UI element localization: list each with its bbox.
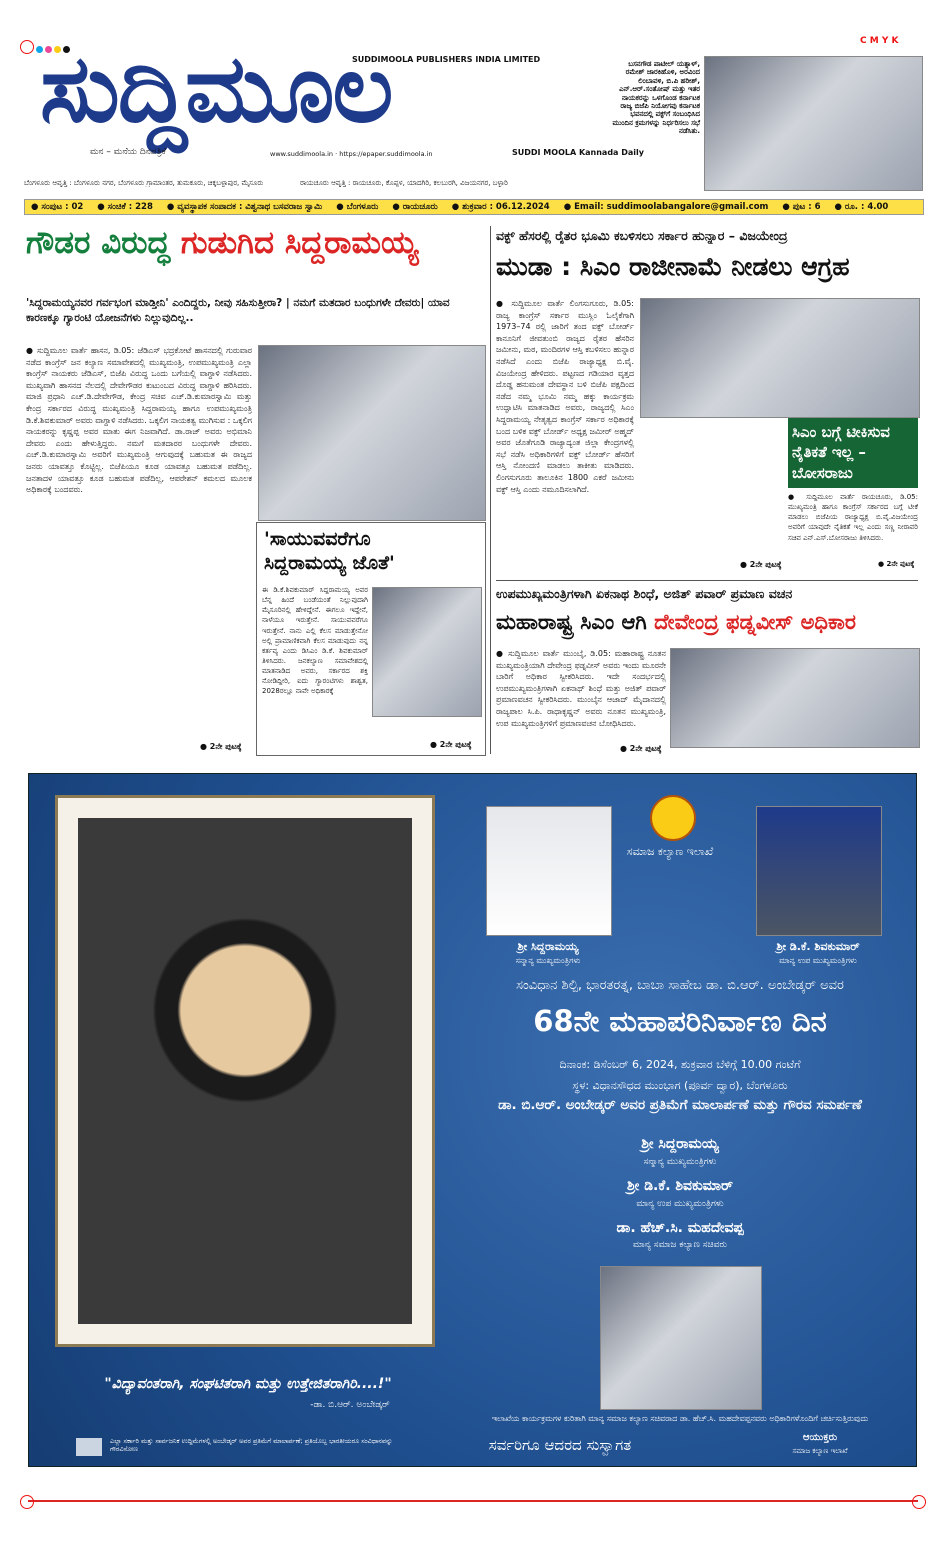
lead-continued: ● 2ನೇ ಪುಟಕ್ಕೆ bbox=[200, 742, 242, 751]
guest1-role: ಸನ್ಮಾನ್ಯ ಮುಖ್ಯಮಂತ್ರಿಗಳು bbox=[643, 1157, 717, 1167]
lead-headline-a: ಗೌಡರ ವಿರುದ್ಧ bbox=[26, 225, 171, 261]
lead-body-cont bbox=[26, 520, 252, 744]
lead-headline bbox=[26, 226, 486, 262]
muda-body-cont bbox=[640, 420, 780, 570]
publisher-name: SUDDIMOOLA PUBLISHERS INDIA LIMITED bbox=[352, 55, 541, 64]
karnataka-emblem-icon bbox=[650, 795, 696, 841]
ad-venue: ಸ್ಥಳ: ವಿಧಾನಸೌಧದ ಮುಂಭಾಗ (ಪೂರ್ವ ದ್ವಾರ), ಬೆಂಗಳೂರು bbox=[572, 1079, 788, 1092]
maha-continued: ● 2ನೇ ಪುಟಕ್ಕೆ bbox=[620, 744, 662, 753]
ad-welcome: ಸರ್ವರಿಗೂ ಆದರದ ಸುಸ್ವಾಗತ bbox=[488, 1436, 632, 1454]
guest2-name: ಶ್ರೀ ಡಿ.ಕೆ. ಶಿವಕುಮಾರ್ bbox=[627, 1178, 733, 1194]
ad-footer-left: ಎಲ್ಲಾ ಸರ್ಕಾರಿ ಮತ್ತು ಸಾರ್ವಜನಿಕ ಉದ್ದಿಮೆಗಳಲ್ಲಿ ಅಂಬೇಡ್ಕರ್ ಅವರ ಪ್ರತಿಮೆಗೆ ಮಾಲಾರ್ಪಣೆ; ಪ್ರತಿಯೊಬ್ಬ ಭಾರತೀಯರೂ ಸಂವಿಧಾನವನ್ನು ಗೌರವಿಸೋಣ bbox=[110, 1437, 393, 1454]
info-strip bbox=[24, 199, 924, 215]
vidhana-soudha-icon bbox=[76, 1438, 102, 1456]
strip-city1: ● ಬೆಂಗಳೂರು bbox=[336, 202, 379, 212]
topbox-photo bbox=[704, 56, 923, 191]
ethics-title: ಸಿಎಂ ಬಗ್ಗೆ ಟೀಕಿಸುವ ನೈತಿಕತೆ ಇಲ್ಲ – ಬೋಸರಾಜು bbox=[788, 418, 918, 488]
column-divider bbox=[490, 226, 491, 754]
lead-headline-b: ಗುಡುಗಿದ ಸಿದ್ದರಾಮಯ್ಯ bbox=[180, 225, 419, 261]
strip-editor: ● ವ್ಯವಸ್ಥಾಪಕ ಸಂಪಾದಕ : ವಿಶ್ವನಾಥ ಬಸವರಾಜ ಸ್ವಾಮಿ bbox=[166, 202, 323, 212]
ad-tribute: ಡಾ. ಬಿ.ಆರ್. ಅಂಬೇಡ್ಕರ್ ಅವರ ಪ್ರತಿಮೆಗೆ ಮಾಲಾರ್ಪಣೆ ಮತ್ತು ಗೌರವ ಸಮರ್ಪಣೆ bbox=[498, 1097, 862, 1113]
strip-city2: ● ರಾಯಚೂರು bbox=[392, 202, 438, 212]
cmyk-label: C M Y K bbox=[860, 36, 899, 46]
maha-headline-a: ಮಹಾರಾಷ್ಟ್ರ ಸಿಎಂ ಆಗಿ bbox=[496, 610, 647, 634]
leader1-role: ಸನ್ಮಾನ್ಯ ಮುಖ್ಯಮಂತ್ರಿಗಳು bbox=[515, 956, 581, 965]
lead-body: ● ಸುದ್ದಿಮೂಲ ವಾರ್ತೆ ಹಾಸನ, ಡಿ.05: ಜೆಡಿಎಸ್ ಭದ್ರಕೋಟೆ ಹಾಸನದಲ್ಲಿ ಗುರುವಾರ ನಡೆದ ಕಾಂಗ್ರೆಸ್ ಜನ ಕಲ್ಯಾಣ ಸಮಾವೇಶದಲ್ಲಿ ಮುಖ್ಯಮಂತ್ರಿ, ಉಪಮುಖ್ಯಮಂತ್ರಿ ಎಲ್ಲಾ ಕಾಂಗ್ರೆಸ್ ನಾಯಕರು ಜೆಡಿಎಸ್, ಬಿಜೆಪಿ ವಿರುದ್ಧ ಒಂದು ಬಗೆಯಲ್ಲಿ ವಾಗ್ದಾಳಿ ನಡೆಸಿದರು. ಮುಖ್ಯವಾಗಿ ಹಾಸನದ ನೆಲದಲ್ಲಿ ದೇವೇಗೌಡರ ಕುಟುಂಬದ ವಿರುದ್ಧ ವಾಗ್ದಾಳಿ ಹರಿಸಿದರು. ಮಾಜಿ ಪ್ರಧಾನಿ ಎಚ್.ಡಿ.ದೇವೇಗೌಡ, ಕೇಂದ್ರ ಸಚಿವ ಎಚ್.ಡಿ.ಕುಮಾರಸ್ವಾಮಿ ಮತ್ತು ಕೇಂದ್ರ ಸರ್ಕಾರದ ವಿರುದ್ಧ ಮುಖ್ಯಮಂತ್ರಿ ಸಿದ್ದರಾಮಯ್ಯ ಹಾಗೂ ಉಪಮುಖ್ಯಮಂತ್ರಿ ಡಿ.ಕೆ.ಶಿವಕುಮಾರ್ ಅವರು ವಾಗ್ದಾಳಿ ನಡೆಸಿದರು. ಒಕ್ಕಲಿಗ ನಾಯಕತ್ವ ಮುಗಿಸುವ : ಒಕ್ಕಲಿಗ ನಾಯಕರನ್ನು ಕೃಷ್ಣಪ್ಪ ಅವರ ಮಾತು ಈಗ ನಿಜವಾಗಿದೆ. ಡಾ.ರಾಜ್ ಅವರು ಅಭಿಮಾನಿ ದೇವರು ಎಂದು ಹೇಳುತ್ತಿದ್ದರು. ನಮಗೆ ಮತದಾರರ ಬಂಧುಗಳೇ ದೇವರು. ಎಚ್.ಡಿ.ಕುಮಾರಸ್ವಾಮಿ ಅವರಿಗೆ ಮುಖ್ಯಮಂತ್ರಿ ಆಗುವುದಕ್ಕೆ ಬಹುಮತ ಈ ರಾಜ್ಯದ ಜನರು ಯಾವತ್ತೂ ಕೊಟ್ಟಿಲ್ಲ. ಬಿಜೆಪಿಯೂ ಕೂಡ ಯಾವತ್ತೂ ಬಹುಮತ ಪಡೆದಿಲ್ಲ. ಜನತಾದಳ ಯಾವತ್ತೂ ಕೂಡ ಬಹುಮತ ಪಡೆದಿಲ್ಲ, ಆಪರೇಶನ್ ಕಮಲದ ಮೂಲಕ ಅಧಿಕಾರಕ್ಕೆ ಬಂದವರು. bbox=[26, 346, 252, 495]
strip-email: ● Email: suddimoolabangalore@gmail.com bbox=[563, 202, 769, 212]
topbox-caption: ಬಸನಗೌಡ ಪಾಟೀಲ್ ಯತ್ನಾಳ್, ರಮೇಶ್ ಜಾರಕಿಹೊಳಿ, ಅರವಿಂದ ಲಿಂಬಾವಳಿ, ಬಿ.ಪಿ ಹರೀಶ್, ಎನ್.ಆರ್.ಸಂತೋಷ್ ಮತ್ತು ಇತರ ನಾಯಕರನ್ನು ಒಳಗೊಂಡ ಕರ್ನಾಟಕ ರಾಜ್ಯ ಬಿಜೆಪಿ ನಿಯೋಗವು ಕರ್ನಾಟಕ ಭವನದಲ್ಲಿ ವಕ್ಫ್‌ಗೆ ಸಂಬಂಧಿಸಿದ ಮುಂದಿನ ಕ್ರಮಗಳನ್ನು ನಿರ್ಧರಿಸಲು ಸಭೆ ನಡೆಸಿತು. bbox=[612, 60, 700, 136]
minister-photo bbox=[600, 1266, 762, 1410]
ad-organizer: ಆಯುಕ್ತರು bbox=[802, 1432, 838, 1443]
photo-caption: ಇಲಾಖೆಯ ಕಾರ್ಯಕ್ರಮಗಳ ಕುರಿತಾಗಿ ಮಾನ್ಯ ಸಮಾಜ ಕಲ್ಯಾಣ ಸಚಿವರಾದ ಡಾ. ಹೆಚ್.ಸಿ. ಮಹದೇವಪ್ಪನವರು ಅಧಿಕಾರಿಗಳೊಂದಿಗೆ ಚರ್ಚಿಸುತ್ತಿರುವುದು bbox=[491, 1414, 869, 1423]
maha-photo bbox=[670, 648, 920, 748]
strip-issue: ● ಸಂಚಿಕೆ : 228 bbox=[97, 202, 153, 212]
ad-line1: ಸಂವಿಧಾನ ಶಿಲ್ಪಿ, ಭಾರತರತ್ನ, ಬಾಬಾ ಸಾಹೇಬ ಡಾ. ಬಿ.ಆರ್. ಅಂಬೇಡ್ಕರ್ ಅವರ bbox=[516, 978, 844, 993]
masthead-title: ಸುದ್ದಿಮೂಲ bbox=[40, 34, 392, 144]
ambedkar-quote: "ವಿದ್ಯಾವಂತರಾಗಿ, ಸಂಘಟಿತರಾಗಿ ಮತ್ತು ಉತ್ತೇಜಿತರಾಗಿರಿ....!" bbox=[104, 1376, 392, 1392]
maha-kicker: ಉಪಮುಖ್ಯಮಂತ್ರಿಗಳಾಗಿ ಏಕನಾಥ ಶಿಂಧೆ, ಅಜಿತ್ ಪವಾರ್ ಪ್ರಮಾಣ ವಚನ bbox=[496, 586, 793, 601]
tagline: ಮನ – ಮನೆಯ ದಿನಪತ್ರಿಕೆ bbox=[90, 147, 167, 157]
lead-photo bbox=[258, 345, 486, 521]
muda-continued: ● 2ನೇ ಪುಟಕ್ಕೆ bbox=[740, 560, 782, 569]
guest1-name: ಶ್ರೀ ಸಿದ್ದರಾಮಯ್ಯ bbox=[641, 1136, 719, 1152]
muda-kicker: ವಕ್ಫ್ ಹೆಸರಲ್ಲಿ ರೈತರ ಭೂಮಿ ಕಬಳಿಸಲು ಸರ್ಕಾರ ಹುನ್ನಾರ – ವಿಜಯೇಂದ್ರ bbox=[496, 228, 788, 243]
leader1-name: ಶ್ರೀ ಸಿದ್ದರಾಮಯ್ಯ bbox=[517, 940, 579, 953]
inset-title-line2: ಸಿದ್ದರಾಮಯ್ಯ ಜೊತೆ' bbox=[264, 551, 395, 574]
guest3-name: ಡಾ. ಹೆಚ್.ಸಿ. ಮಹದೇವಪ್ಪ bbox=[616, 1220, 744, 1236]
ethics-continued: ● 2ನೇ ಪುಟಕ್ಕೆ bbox=[878, 560, 915, 568]
section-divider bbox=[496, 580, 918, 581]
ad-department: ಸಮಾಜ ಕಲ್ಯಾಣ ಇಲಾಖೆ bbox=[626, 845, 714, 858]
editions-line2: ರಾಯಚೂರು ಆವೃತ್ತಿ : ರಾಯಚೂರು, ಕೊಪ್ಪಳ, ಯಾದಗಿರಿ, ಕಲಬುರಗಿ, ವಿಜಯನಗರ, ಬಳ್ಳಾರಿ bbox=[300, 179, 508, 187]
lead-deck: 'ಸಿದ್ದರಾಮಯ್ಯನವರ ಗರ್ವಭಂಗ ಮಾಡ್ತೀನಿ' ಎಂದಿದ್ದರು, ನೀವು ಸಹಿಸುತ್ತೀರಾ? | ನಮಗೆ ಮತದಾರ ಬಂಧುಗಳೇ ದೇವರು| ಯಾವ ಕಾರಣಕ್ಕೂ ಗ್ಯಾರಂಟಿ ಯೋಜನೆಗಳು ನಿಲ್ಲುವುದಿಲ್ಲ.. bbox=[26, 297, 450, 325]
ad-title: 68ನೇ ಮಹಾಪರಿನಿರ್ವಾಣ ದಿನ bbox=[533, 1004, 827, 1038]
inset-continued: ● 2ನೇ ಪುಟಕ್ಕೆ bbox=[430, 740, 472, 749]
muda-headline: ಮುಡಾ : ಸಿಎಂ ರಾಜೀನಾಮೆ ನೀಡಲು ಆಗ್ರಹ bbox=[496, 252, 850, 281]
editions-line1: ಬೆಂಗಳೂರು ಆವೃತ್ತಿ : ಬೆಂಗಳೂರು ನಗರ, ಬೆಂಗಳೂರು ಗ್ರಾಮಾಂತರ, ತುಮಕೂರು, ಚಿಕ್ಕಬಳ್ಳಾಪುರ, ಮೈಸೂರು bbox=[24, 179, 264, 187]
bottom-rule bbox=[28, 1500, 918, 1502]
leader1-photo bbox=[486, 806, 612, 936]
leader2-role: ಮಾನ್ಯ ಉಪ ಮುಖ್ಯಮಂತ್ರಿಗಳು bbox=[779, 956, 857, 965]
guest3-role: ಮಾನ್ಯ ಸಮಾಜ ಕಲ್ಯಾಣ ಸಚಿವರು bbox=[632, 1240, 728, 1250]
quote-attribution: -ಡಾ. ಬಿ.ಆರ್. ಅಂಬೇಡ್ಕರ್ bbox=[310, 1400, 390, 1410]
leader2-photo bbox=[756, 806, 882, 936]
maha-body: ● ಸುದ್ದಿಮೂಲ ವಾರ್ತೆ ಮುಂಬೈ, ಡಿ.05: ಮಹಾರಾಷ್ಟ್ರ ನೂತನ ಮುಖ್ಯಮಂತ್ರಿಯಾಗಿ ದೇವೇಂದ್ರ ಫಡ್ನವೀಸ್ ಅವರು ಇಂದು ಮೂರನೇ ಬಾರಿಗೆ ಅಧಿಕಾರ ಸ್ವೀಕರಿಸಿದರು. ಇದೇ ಸಂದರ್ಭದಲ್ಲಿ ಉಪಮುಖ್ಯಮಂತ್ರಿಗಳಾಗಿ ಏಕನಾಥ್ ಶಿಂಧೆ ಮತ್ತು ಅಜಿತ್ ಪವಾರ್ ಪ್ರಮಾಣವಚನ ಸ್ವೀಕರಿಸಿದರು. ಮುಂಬೈನ ಆಜಾದ್ ಮೈದಾನದಲ್ಲಿ ರಾಜ್ಯಪಾಲ ಸಿ.ಪಿ. ರಾಧಾಕೃಷ್ಣನ್ ಅವರು ನೂತನ ಮುಖ್ಯಮಂತ್ರಿ, ಉಪ ಮುಖ್ಯಮಂತ್ರಿಗಳಿಗೆ ಪ್ರಮಾಣವಚನ ಬೋಧಿಸಿದರು. bbox=[496, 649, 666, 728]
inset-body: ಈ ಡಿ.ಕೆ.ಶಿವಕುಮಾರ್ ಸಿದ್ದರಾಮಯ್ಯ ಅವರ ಬೆನ್ನ ಹಿಂದೆ ಬಂಡೆಯಂತೆ ನಿಲ್ಲುವುದಾಗಿ ಮೈಸೂರಿನಲ್ಲಿ ಹೇಳಿದ್ದೇನೆ. ಈಗಲೂ ಇದ್ದೇನೆ, ನಾಳೆಯೂ ಇರುತ್ತೇನೆ. ಸಾಯುವವರೆಗೂ ಇರುತ್ತೇನೆ. ನಾನು ಎಲ್ಲಿ ಕೆಲಸ ಮಾಡುತ್ತೇನೋ ಅಲ್ಲಿ ಪ್ರಾಮಾಣಿಕವಾಗಿ ಕೆಲಸ ಮಾಡುವುದು ನನ್ನ ಕರ್ತವ್ಯ ಎಂದು ಡಿಸಿಎಂ ಡಿ.ಕೆ. ಶಿವಕುಮಾರ್ ತಿಳಿಸಿದರು. ಜನಕಲ್ಯಾಣ ಸಮಾವೇಶದಲ್ಲಿ ಮಾತನಾಡಿದ ಅವರು, ಸರ್ಕಾರದ ಶಕ್ತಿ ನೋಡಿದ್ದೀರಿ, ಐದು ಗ್ಯಾರಂಟಿಗಳು ಶಾಶ್ವತ, 2028ರಲ್ಲೂ ನಾವೇ ಅಧಿಕಾರಕ್ಕೆ bbox=[262, 586, 368, 696]
inset-title bbox=[264, 528, 480, 576]
ambedkar-portrait bbox=[78, 818, 412, 1324]
inset-photo bbox=[372, 587, 482, 717]
english-name: SUDDI MOOLA Kannada Daily bbox=[512, 148, 644, 157]
strip-date: ● ಶುಕ್ರವಾರ : 06.12.2024 bbox=[451, 202, 550, 212]
maha-headline-b: ದೇವೇಂದ್ರ ಫಡ್ನವೀಸ್ ಅಧಿಕಾರ bbox=[654, 610, 856, 634]
muda-photo bbox=[640, 298, 920, 418]
inset-title-line1: 'ಸಾಯುವವರೆಗೂ bbox=[264, 528, 371, 550]
ethics-body: ● ಸುದ್ದಿಮೂಲ ವಾರ್ತೆ ರಾಯಚೂರು, ಡಿ.05: ಮುಖ್ಯಮಂತ್ರಿ ಹಾಗೂ ಕಾಂಗ್ರೆಸ್ ಸರ್ಕಾರದ ಬಗ್ಗೆ ಟೀಕೆ ಮಾಡಲು ಬಿಜೆಪಿಯ ರಾಜ್ಯಾಧ್ಯಕ್ಷ ಬಿ.ವೈ.ವಿಜಯೇಂದ್ರ ಅವರಿಗೆ ಯಾವುದೇ ನೈತಿಕತೆ ಇಲ್ಲ ಎಂದು ಸಣ್ಣ ನೀರಾವರಿ ಸಚಿವ ಎನ್.ಎಸ್.ಬೋಸರಾಜು ತಿಳಿಸಿದರು. bbox=[788, 493, 918, 542]
strip-price: ● ರೂ. : 4.00 bbox=[834, 202, 889, 212]
muda-body: ● ಸುದ್ದಿಮೂಲ ವಾರ್ತೆ ಲಿಂಗಸುಗೂರು, ಡಿ.05: ರಾಜ್ಯ ಕಾಂಗ್ರೆಸ್ ಸರ್ಕಾರ ಮುಸ್ಲಿಂ ಓಲೈಕೆಗಾಗಿ 1973–74 ರಲ್ಲಿ ಜಾರಿಗೆ ತಂದ ವಕ್ಫ್ ಬೋರ್ಡ್ ಕಾನೂನಿಗೆ ಜೀವತುಂಬಿ ರಾಜ್ಯದ ರೈತರ ಹೆಸರಿನ ಜಮೀನು, ಮಠ, ಮಂದಿರಗಳ ಆಸ್ತಿ ಕಬಳಿಸಲು ಹುನ್ನಾರ ನಡೆಸಿದೆ ಎಂದು ಬಿಜೆಪಿ ರಾಜ್ಯಾಧ್ಯಕ್ಷ ಬಿ.ವೈ. ವಿಜಯೇಂದ್ರ ಹೇಳಿದರು. ಪಟ್ಟಣದ ಗಡಿಯಾರ ವೃತ್ತದ ದೊಡ್ಡ ಹನುಮಂತ ದೇವಸ್ಥಾನ ಬಳಿ ಬಿಜೆಪಿ ಪಕ್ಷದಿಂದ ನಡೆದ ನಮ್ಮ ಭೂಮಿ ನಮ್ಮ ಹಕ್ಕು ಕಾರ್ಯಕ್ರಮ ಉದ್ಘಾಟಿಸಿ ಮಾತನಾಡಿದ ಅವರು, ರಾಜ್ಯದಲ್ಲಿ ಸಿಎಂ ಸಿದ್ದರಾಮಯ್ಯ ನೇತೃತ್ವದ ಕಾಂಗ್ರೆಸ್ ಸರ್ಕಾರ ಅಧಿಕಾರಕ್ಕೆ ಬಂದ ಬಳಿಕ ವಕ್ಫ್ ಬೋರ್ಡ್ ಅಧ್ಯಕ್ಷ ಜಮೀರ್ ಅಹ್ಮದ್ ಅವರ ಜೊತೆಗೂಡಿ ರಾಜ್ಯಾದ್ಯಂತ ಜಿಲ್ಲಾ ಕೇಂದ್ರಗಳಲ್ಲಿ ಸಭೆ ನಡೆಸಿ ಅಧಿಕಾರಿಗಳಿಗೆ ವಕ್ಫ್ ಬೋರ್ಡ್ ಹೆಸರಿಗೆ ಆಸ್ತಿ ನೋಂದಣಿ ಮಾಡಲು ತಾಕೀತು ಮಾಡಿದರು. ಲಿಂಗಸುಗೂರು ತಾಲೂಕಿನ 1800 ಎಕರೆ ಜಮೀನು ವಕ್ಫ್ ಆಸ್ತಿ ಎಂದು ನಮೂದಿಸಲಾಗಿದೆ. bbox=[496, 299, 634, 494]
maha-headline bbox=[496, 610, 918, 635]
guest2-role: ಮಾನ್ಯ ಉಪ ಮುಖ್ಯಮಂತ್ರಿಗಳು bbox=[636, 1199, 724, 1209]
strip-pages: ● ಪುಟ : 6 bbox=[782, 202, 821, 212]
ad-organizer-dept: ಸಮಾಜ ಕಲ್ಯಾಣ ಇಲಾಖೆ bbox=[792, 1447, 848, 1455]
leader2-name: ಶ್ರೀ ಡಿ.ಕೆ. ಶಿವಕುಮಾರ್ bbox=[776, 940, 860, 953]
strip-volume: ● ಸಂಪುಟ : 02 bbox=[31, 202, 84, 212]
registration-mark bbox=[20, 40, 34, 54]
registration-mark-bottom-left bbox=[20, 1495, 34, 1509]
website: www.suddimoola.in · https://epaper.suddimoola.in bbox=[270, 150, 433, 158]
registration-mark-bottom-right bbox=[912, 1495, 926, 1509]
ad-date: ದಿನಾಂಕ: ಡಿಸೆಂಬರ್ 6, 2024, ಶುಕ್ರವಾರ ಬೆಳಿಗ್ಗೆ 10.00 ಗಂಟೆಗೆ bbox=[559, 1058, 801, 1071]
